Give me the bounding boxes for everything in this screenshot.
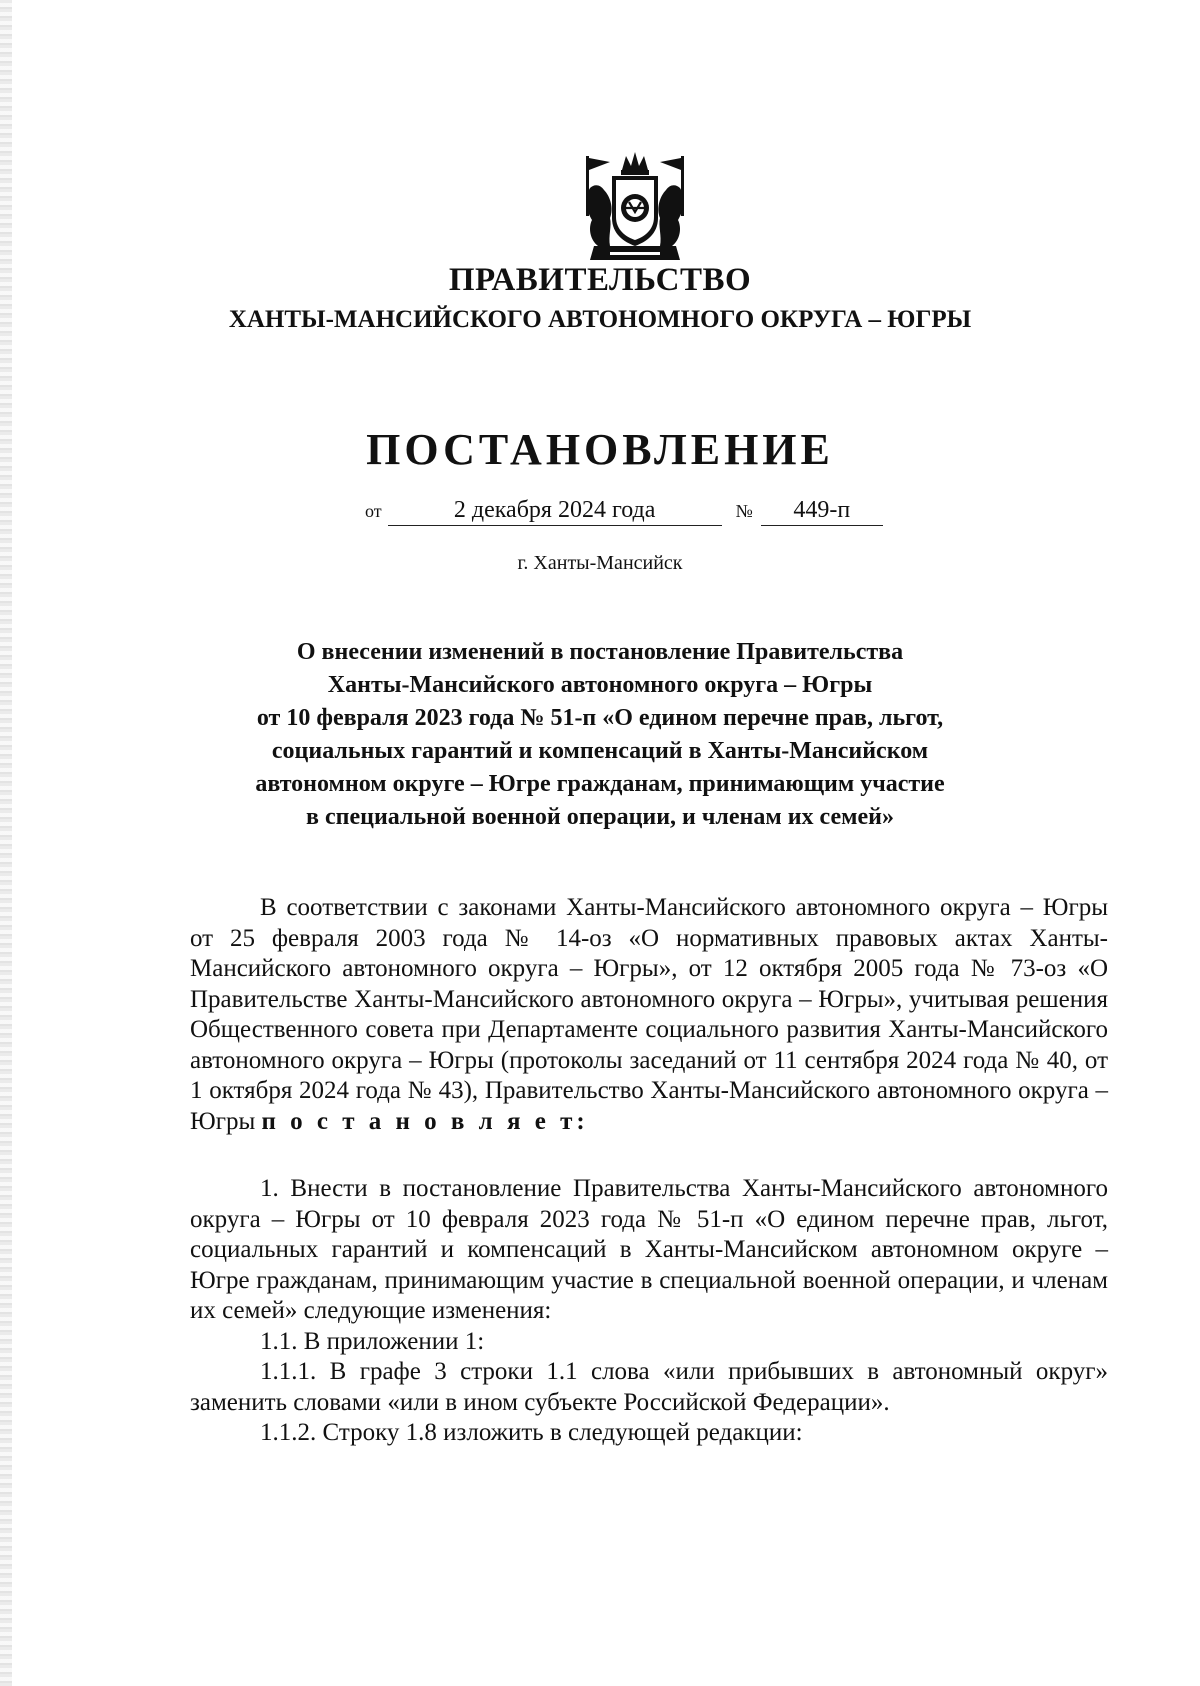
document-city: г. Ханты-Мансийск — [517, 552, 683, 574]
date-label: от — [365, 501, 382, 521]
subject-line: О внесении изменений в постановление Правительства — [296, 639, 904, 665]
document-number: 449-п — [761, 497, 883, 526]
preamble-text: В соответствии с законами Ханты-Мансийского автономного округа – Югры от 25 февраля 2003 года № 14-оз «О нормативных правовых актах Ханты-Мансийского автономного округа – Югры», от 12 октября 2005 года № 73-оз «О Правительстве Ханты-Мансийского автономного округа – Югры», учитывая решения Общественного совета при Департаменте социального развития Ханты-Мансийского автономного округа – Югры (протоколы заседаний от 11 сентября 2024 года № 40, от 1 октября 2024 года № 43), Правительство Ханты-Мансийского автономного округа – Югры — [190, 894, 1108, 1135]
scan-edge — [0, 0, 12, 1686]
document-kind: ПОСТАНОВЛЕНИЕ — [366, 425, 834, 474]
item-1-1: 1.1. В приложении 1: — [260, 1327, 485, 1355]
region-title: ХАНТЫ-МАНСИЙСКОГО АВТОНОМНОГО ОКРУГА – ЮГРЫ — [228, 306, 972, 333]
item-1-1-2: 1.1.2. Строку 1.8 изложить в следующей редакции: — [260, 1419, 803, 1446]
coat-of-arms-icon — [580, 148, 690, 266]
number-label: № — [735, 501, 753, 521]
document-date: 2 декабря 2024 года — [388, 497, 722, 526]
document-subject — [200, 636, 1000, 834]
subject-line: Ханты-Мансийского автономного округа – Югры — [327, 672, 873, 698]
preamble-paragraph — [190, 893, 1108, 1137]
item-1: 1. Внести в постановление Правительства Ханты-Мансийского автономного округа – Югры от 10 февраля 2023 года № 51-п «О едином перечне прав, льгот, социальных гарантий и компенсаций в Ханты-Мансийском автономном округе – Югре гражданам, принимающим участие в специальной военной операции, и членам их семей» следующие изменения: — [190, 1175, 1108, 1324]
subject-line: в специальной военной операции, и членам их семей» — [306, 804, 894, 830]
resolves-word: п о с т а н о в л я е т: — [261, 1107, 589, 1135]
government-title: ПРАВИТЕЛЬСТВО — [448, 262, 752, 298]
item-1-1-1: 1.1.1. В графе 3 строки 1.1 слова «или прибывших в автономный округ» заменить словами «или в ином субъекте Российской Федерации». — [190, 1358, 1108, 1416]
subject-line: от 10 февраля 2023 года № 51-п «О едином перечне прав, льгот, — [256, 705, 944, 731]
subject-line: автономном округе – Югре гражданам, принимающим участие — [255, 771, 945, 797]
document-date-row — [365, 497, 883, 526]
document-body — [190, 893, 1108, 1449]
subject-line: социальных гарантий и компенсаций в Ханты-Мансийском — [271, 738, 929, 764]
